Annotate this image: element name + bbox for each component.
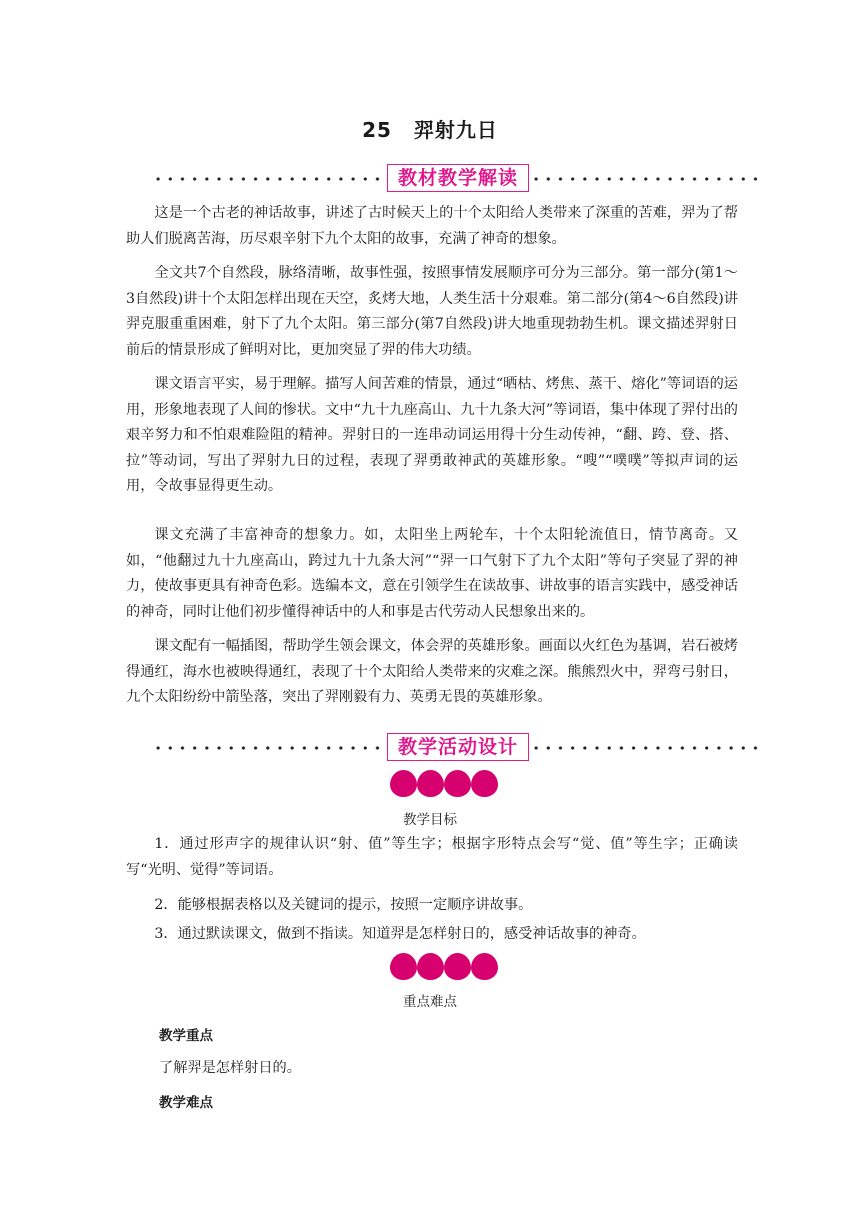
petal-decoration: [386, 951, 506, 983]
petal-icon: [471, 953, 498, 980]
teaching-focus-label: 教学重点: [159, 1028, 213, 1044]
dotted-divider-right: [530, 176, 764, 182]
key-points-heading: 重点难点: [403, 994, 457, 1010]
paragraph-5: 课文配有一幅插图，帮助学生领会课文，体会羿的英雄形象。画面以火红色为基调，岩石被烤得通红，海水也被映得通红，表现了十个太阳给人类带来的灾难之深。熊熊烈火中，羿弯弓射日，九个太阳纷纷中箭坠落，突出了羿刚毅有力、英勇无畏的英雄形象。: [126, 638, 738, 706]
dotted-divider-left: [152, 176, 386, 182]
petal-decoration: [386, 768, 506, 800]
dotted-divider-left: [152, 745, 386, 751]
lesson-title: [0, 114, 860, 143]
teaching-focus-text: 了解羿是怎样射日的。: [159, 1060, 301, 1076]
petal-icon: [471, 770, 498, 797]
section-label: 教学活动设计: [387, 733, 529, 761]
section-header-textbook-reading: [152, 164, 764, 194]
objectives-heading: 教学目标: [403, 812, 457, 828]
lesson-number: 25: [362, 118, 392, 142]
petal-icon: [417, 953, 444, 980]
objective-item-1: 1．通过形声字的规律认识“射、值”等生字；根据字形特点会写“觉、值”等生字；正确读写“光明、觉得”等词语。: [126, 836, 738, 878]
dotted-divider-right: [530, 745, 764, 751]
paragraph-3: 课文语言平实，易于理解。描写人间苦难的情景，通过“晒枯、烤焦、蒸干、熔化”等词语的运用，形象地表现了人间的惨状。文中“九十九座高山、九十九条大河”等词语，集中体现了羿付出的艰辛努力和不怕艰难险阻的精神。羿射日的一连串动词运用得十分生动传神，“翻、跨、登、搭、拉”等动词，写出了羿射九日的过程，表现了羿勇敢神武的英雄形象。“嗖”“噗噗”等拟声词的运用，令故事显得更生动。: [126, 376, 738, 495]
objective-item-3: 3．通过默读课文，做到不指读。知道羿是怎样射日的，感受神话故事的神奇。: [154, 926, 646, 942]
paragraph-1: 这是一个古老的神话故事，讲述了古时候天上的十个太阳给人类带来了深重的苦难，羿为了帮助人们脱离苦海，历尽艰辛射下九个太阳的故事，充满了神奇的想象。: [126, 205, 738, 247]
petal-icon: [417, 770, 444, 797]
petal-icon: [390, 953, 417, 980]
petal-icon: [444, 770, 471, 797]
petal-icon: [390, 770, 417, 797]
petal-icon: [444, 953, 471, 980]
teaching-difficulty-label: 教学难点: [159, 1095, 213, 1111]
lesson-name: 羿射九日: [413, 118, 498, 142]
section-label: 教材教学解读: [387, 164, 529, 192]
paragraph-2: 全文共7个自然段，脉络清晰，故事性强，按照事情发展顺序可分为三部分。第一部分(第1～3自然段)讲十个太阳怎样出现在天空，炙烤大地，人类生活十分艰难。第二部分(第4～6自然段)讲羿克服重重困难，射下了九个太阳。第三部分(第7自然段)讲大地重现勃勃生机。课文描述羿射日前后的情景形成了鲜明对比，更加突显了羿的伟大功绩。: [126, 265, 738, 358]
objective-item-2: 2．能够根据表格以及关键词的提示，按照一定顺序讲故事。: [154, 897, 533, 913]
section-header-teaching-activities: [152, 733, 764, 763]
paragraph-4: 课文充满了丰富神奇的想象力。如，太阳坐上两轮车，十个太阳轮流值日，情节离奇。又如，“他翻过九十九座高山，跨过九十九条大河”“羿一口气射下了九个太阳”等句子突显了羿的神力，使故事更具有神奇色彩。选编本文，意在引领学生在读故事、讲故事的语言实践中，感受神话的神奇，同时让他们初步懂得神话中的人和事是古代劳动人民想象出来的。: [126, 527, 738, 620]
